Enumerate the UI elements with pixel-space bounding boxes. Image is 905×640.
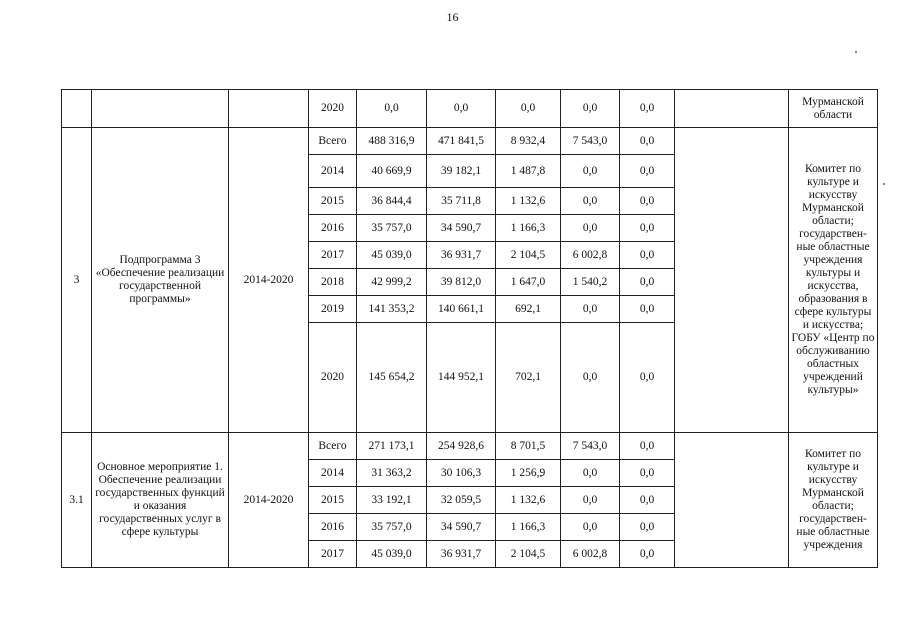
amount-cell: 7 543,0 (561, 433, 620, 460)
amount-cell: 0,0 (620, 215, 675, 242)
responsible-cell: Комитет по культуре и искусству Мурманской области; государствен-ные областные учреждения (789, 433, 878, 568)
amount-cell: 254 928,6 (427, 433, 496, 460)
total-amount-cell: 35 757,0 (357, 514, 427, 541)
amount-cell: 8 932,4 (496, 128, 561, 155)
year-cell: 2019 (309, 296, 357, 323)
indicator-cell (675, 128, 789, 433)
amount-cell: 1 132,6 (496, 188, 561, 215)
total-amount-cell: 33 192,1 (357, 487, 427, 514)
amount-cell: 1 256,9 (496, 460, 561, 487)
period-cell: 2014-2020 (229, 128, 309, 433)
year-cell: 2014 (309, 460, 357, 487)
amount-cell: 0,0 (620, 269, 675, 296)
total-amount-cell: 145 654,2 (357, 323, 427, 433)
amount-cell: 0,0 (620, 514, 675, 541)
total-amount-cell: 45 039,0 (357, 541, 427, 568)
amount-cell: 0,0 (620, 242, 675, 269)
amount-cell: 0,0 (620, 188, 675, 215)
period-cell: 2014-2020 (229, 433, 309, 568)
year-cell: 2020 (309, 90, 357, 128)
amount-cell: 1 487,8 (496, 155, 561, 188)
year-cell: 2016 (309, 215, 357, 242)
total-amount-cell: 35 757,0 (357, 215, 427, 242)
item-number-cell (62, 90, 92, 128)
total-amount-cell: 45 039,0 (357, 242, 427, 269)
year-cell: 2018 (309, 269, 357, 296)
amount-cell: 0,0 (561, 487, 620, 514)
year-cell: 2014 (309, 155, 357, 188)
total-amount-cell: 141 353,2 (357, 296, 427, 323)
amount-cell: 0,0 (561, 90, 620, 128)
period-cell (229, 90, 309, 128)
amount-cell: 471 841,5 (427, 128, 496, 155)
table-row (62, 90, 878, 128)
amount-cell: 0,0 (427, 90, 496, 128)
year-cell: 2016 (309, 514, 357, 541)
indicator-cell (675, 433, 789, 568)
amount-cell: 0,0 (620, 460, 675, 487)
amount-cell: 6 002,8 (561, 541, 620, 568)
total-amount-cell: 31 363,2 (357, 460, 427, 487)
amount-cell: 36 931,7 (427, 242, 496, 269)
scan-speck (883, 183, 885, 185)
amount-cell: 144 952,1 (427, 323, 496, 433)
total-amount-cell: 40 669,9 (357, 155, 427, 188)
amount-cell: 0,0 (561, 323, 620, 433)
year-cell: Всего (309, 128, 357, 155)
item-name-cell: Подпрограмма 3 «Обеспечение реализации государственной программы» (92, 128, 229, 433)
amount-cell: 1 166,3 (496, 514, 561, 541)
amount-cell: 0,0 (620, 487, 675, 514)
indicator-cell (675, 90, 789, 128)
page-number: 16 (446, 10, 459, 24)
amount-cell: 0,0 (561, 215, 620, 242)
item-name-cell (92, 90, 229, 128)
amount-cell: 0,0 (496, 90, 561, 128)
year-cell: 2015 (309, 188, 357, 215)
amount-cell: 0,0 (620, 128, 675, 155)
amount-cell: 39 182,1 (427, 155, 496, 188)
responsible-cell: Мурманской области (789, 90, 878, 128)
total-amount-cell: 488 316,9 (357, 128, 427, 155)
amount-cell: 36 931,7 (427, 541, 496, 568)
amount-cell: 35 711,8 (427, 188, 496, 215)
amount-cell: 1 647,0 (496, 269, 561, 296)
amount-cell: 0,0 (561, 514, 620, 541)
table-row (62, 433, 878, 460)
amount-cell: 8 701,5 (496, 433, 561, 460)
amount-cell: 34 590,7 (427, 514, 496, 541)
budget-table (61, 89, 878, 568)
amount-cell: 1 540,2 (561, 269, 620, 296)
amount-cell: 34 590,7 (427, 215, 496, 242)
amount-cell: 0,0 (620, 323, 675, 433)
amount-cell: 0,0 (561, 460, 620, 487)
item-name-cell: Основное мероприятие 1. Обеспечение реализации государственных функций и оказания государственных услуг в сфере культуры (92, 433, 229, 568)
total-amount-cell: 36 844,4 (357, 188, 427, 215)
amount-cell: 7 543,0 (561, 128, 620, 155)
amount-cell: 1 166,3 (496, 215, 561, 242)
amount-cell: 0,0 (561, 155, 620, 188)
amount-cell: 2 104,5 (496, 242, 561, 269)
amount-cell: 32 059,5 (427, 487, 496, 514)
scan-speck (855, 51, 857, 53)
item-number-cell: 3 (62, 128, 92, 433)
total-amount-cell: 42 999,2 (357, 269, 427, 296)
total-amount-cell: 271 173,1 (357, 433, 427, 460)
amount-cell: 692,1 (496, 296, 561, 323)
year-cell: 2020 (309, 323, 357, 433)
table-row (62, 128, 878, 155)
amount-cell: 0,0 (561, 188, 620, 215)
total-amount-cell: 0,0 (357, 90, 427, 128)
amount-cell: 30 106,3 (427, 460, 496, 487)
item-number-cell: 3.1 (62, 433, 92, 568)
year-cell: Всего (309, 433, 357, 460)
amount-cell: 0,0 (620, 296, 675, 323)
amount-cell: 702,1 (496, 323, 561, 433)
amount-cell: 2 104,5 (496, 541, 561, 568)
amount-cell: 1 132,6 (496, 487, 561, 514)
year-cell: 2017 (309, 242, 357, 269)
amount-cell: 0,0 (620, 433, 675, 460)
responsible-cell: Комитет по культуре и искусству Мурманской области; государствен-ные областные учреждения культуры и искусства, образования в сфере культуры и искусства; ГОБУ «Центр по обслуживанию областных учреждений культуры» (789, 128, 878, 433)
amount-cell: 6 002,8 (561, 242, 620, 269)
year-cell: 2017 (309, 541, 357, 568)
amount-cell: 39 812,0 (427, 269, 496, 296)
amount-cell: 140 661,1 (427, 296, 496, 323)
amount-cell: 0,0 (620, 541, 675, 568)
amount-cell: 0,0 (620, 155, 675, 188)
year-cell: 2015 (309, 487, 357, 514)
amount-cell: 0,0 (620, 90, 675, 128)
amount-cell: 0,0 (561, 296, 620, 323)
